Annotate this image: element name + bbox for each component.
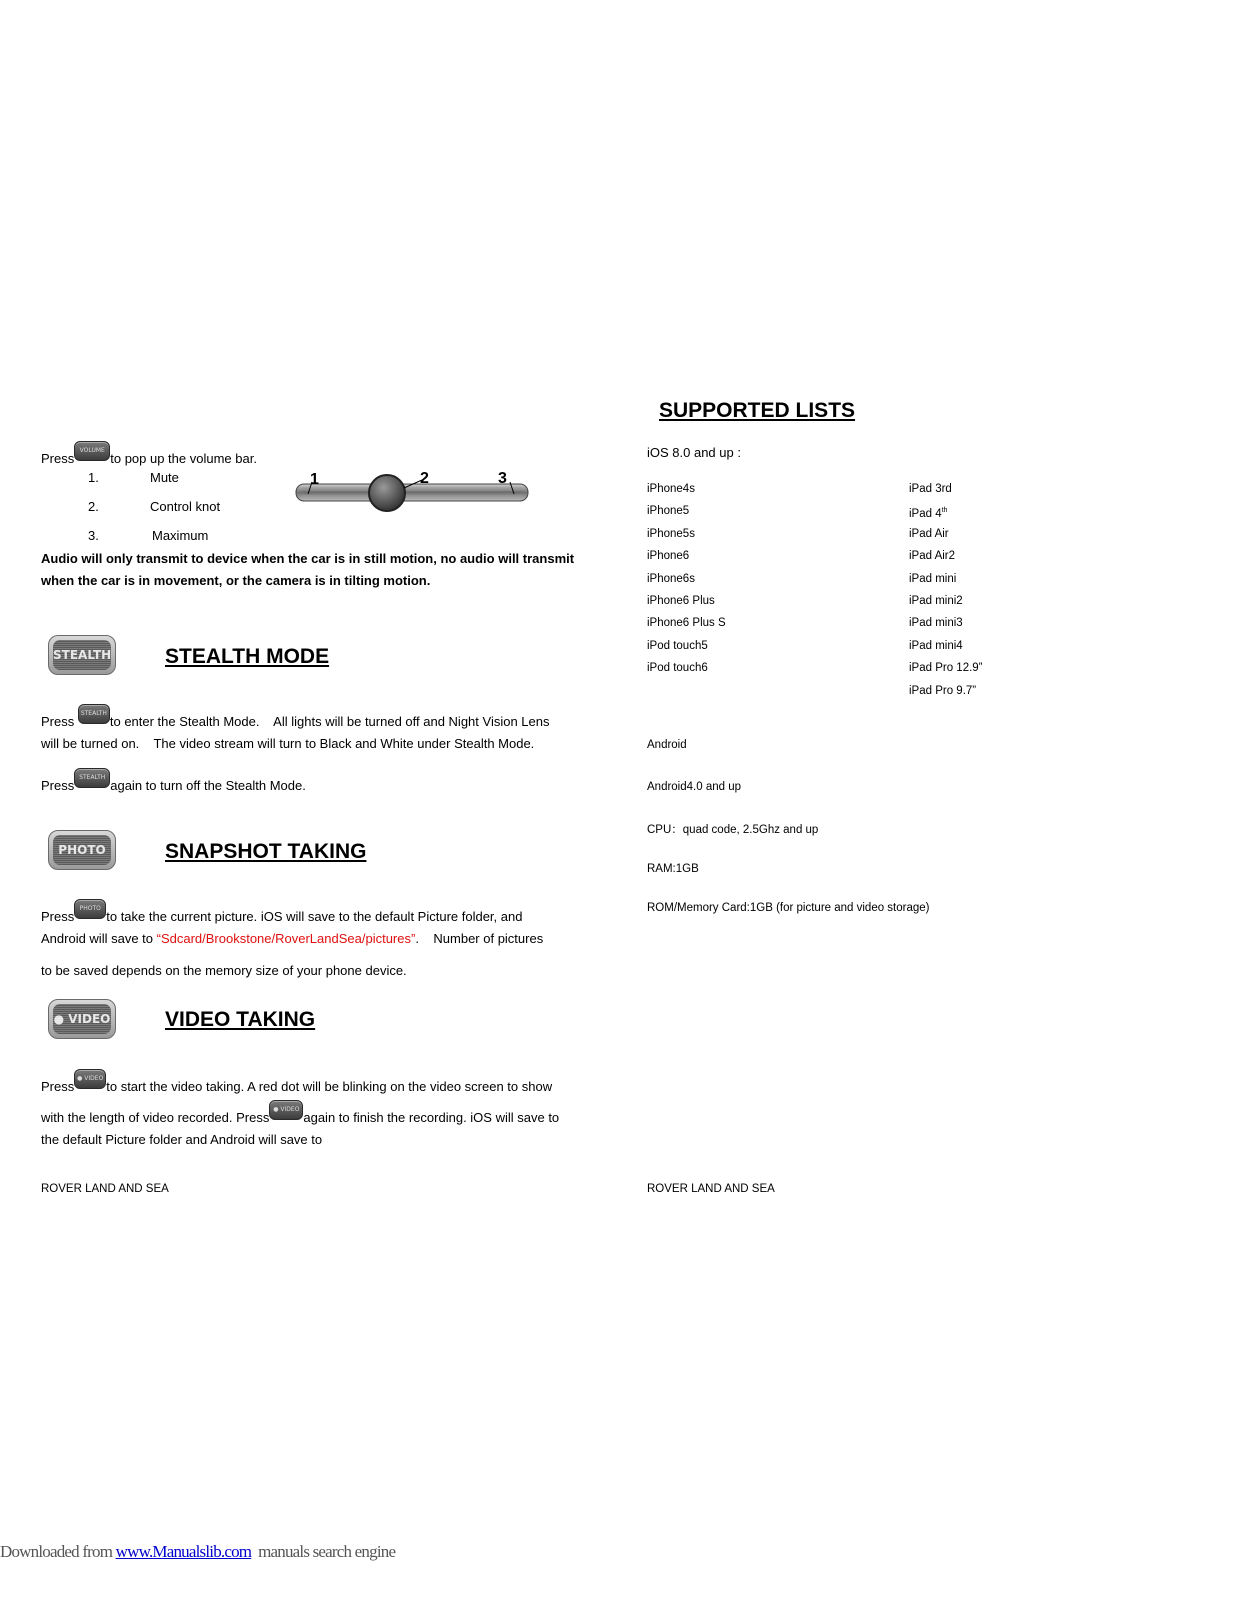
volume-instruction: PressVOLUMEto pop up the volume bar.: [41, 441, 257, 467]
list-item: iPhone5s: [647, 527, 695, 540]
photo-line1: PressPHOTOto take the current picture. iOS will save to the default Picture folder, and: [41, 899, 522, 925]
list-item: iPhone4s: [647, 483, 695, 495]
left-page-footer: ROVER LAND AND SEA: [41, 1183, 169, 1195]
ios-device-list: [647, 482, 726, 684]
bar-label-3: 3: [498, 470, 507, 487]
volume-icon: VOLUME: [74, 441, 110, 461]
list-item: iPhone6 Plus: [647, 594, 715, 607]
list-item: 2.: [88, 499, 99, 514]
bar-label-1: 1: [310, 471, 319, 488]
cpu-requirement: CPU：quad code, 2.5Ghz and up: [647, 824, 819, 836]
video-icon: ● VIDEO: [74, 1069, 106, 1089]
manualslib-link[interactable]: www.Manualslib.com: [115, 1542, 252, 1561]
android-requirement: Android4.0 and up: [647, 781, 741, 793]
list-item: iPad Air2: [909, 550, 956, 563]
photo-button-image: PHOTO: [48, 830, 116, 870]
ram-requirement: RAM:1GB: [647, 863, 699, 875]
rom-requirement: ROM/Memory Card:1GB (for picture and video storage): [647, 902, 930, 914]
list-item: iPad Pro 9.7”: [909, 684, 977, 697]
video-line1: Press● VIDEOto start the video taking. A red dot will be blinking on the video screen to show: [41, 1069, 552, 1095]
volume-bar-diagram: [292, 466, 532, 516]
ios-requirement: iOS 8.0 and up :: [647, 445, 741, 460]
bar-label-2: 2: [420, 470, 429, 487]
android-heading: Android: [647, 739, 687, 751]
list-item: iPod touch5: [647, 639, 708, 652]
audio-warning-line1: Audio will only transmit to device when the car is in still motion, no audio will transmit: [41, 551, 575, 566]
download-footer: Downloaded from www.Manualslib.com manuals search engine: [0, 1542, 396, 1561]
audio-warning-line2: when the car is in movement, or the camera is in tilting motion.: [41, 573, 431, 588]
video-heading: VIDEO TAKING: [165, 1008, 316, 1031]
list-item: iPad Air: [909, 527, 949, 540]
stealth-icon: STEALTH: [78, 704, 110, 724]
list-item: iPhone6: [647, 550, 690, 563]
list-item: iPad 4th: [909, 507, 948, 521]
supported-lists-heading: SUPPORTED LISTS: [659, 399, 856, 422]
stealth-line1: Press STEALTHto enter the Stealth Mode. All lights will be turned off and Night Vision Lens: [41, 704, 549, 730]
list-item: iPad 3rd: [909, 483, 952, 495]
video-button-image: ● VIDEO: [48, 999, 116, 1039]
photo-line2: Android will save to “Sdcard/Brookstone/RoverLandSea/pictures”. Number of pictures: [41, 931, 544, 946]
video-line3: the default Picture folder and Android will save to: [41, 1132, 323, 1147]
control-knob: [369, 475, 405, 511]
list-item: iPad mini: [909, 572, 957, 585]
ipad-device-list: [909, 482, 983, 706]
list-item: iPad mini4: [909, 639, 963, 652]
list-item: 3.: [88, 528, 99, 543]
photo-icon: PHOTO: [74, 899, 106, 919]
list-item: iPad mini3: [909, 617, 963, 630]
list-item: iPod touch6: [647, 662, 708, 675]
snapshot-heading: SNAPSHOT TAKING: [165, 840, 367, 863]
list-item: iPhone5: [647, 505, 690, 518]
right-page-footer: ROVER LAND AND SEA: [647, 1183, 775, 1195]
list-item-label: Maximum: [152, 528, 209, 543]
video-icon: ● VIDEO: [269, 1100, 303, 1120]
list-item: iPhone6 Plus S: [647, 617, 726, 630]
stealth-icon: STEALTH: [74, 768, 110, 788]
stealth-heading: STEALTH MODE: [165, 645, 330, 668]
video-line2: with the length of video recorded. Press● VIDEOagain to finish the recording. iOS will save to: [41, 1100, 559, 1126]
list-item: iPad mini2: [909, 594, 963, 607]
stealth-line3: PressSTEALTHagain to turn off the Stealth Mode.: [41, 768, 306, 794]
list-item-label: Mute: [150, 470, 179, 485]
list-item: 1.: [88, 470, 99, 485]
android-picture-path: “Sdcard/Brookstone/RoverLandSea/pictures”: [156, 931, 416, 946]
stealth-button-image: STEALTH: [48, 635, 116, 675]
stealth-line2: will be turned on. The video stream will turn to Black and White under Stealth Mode.: [41, 736, 535, 751]
list-item: iPad Pro 12.9”: [909, 662, 983, 675]
photo-line3: to be saved depends on the memory size of your phone device.: [41, 963, 407, 978]
list-item-label: Control knot: [150, 499, 221, 514]
list-item: iPhone6s: [647, 572, 695, 585]
